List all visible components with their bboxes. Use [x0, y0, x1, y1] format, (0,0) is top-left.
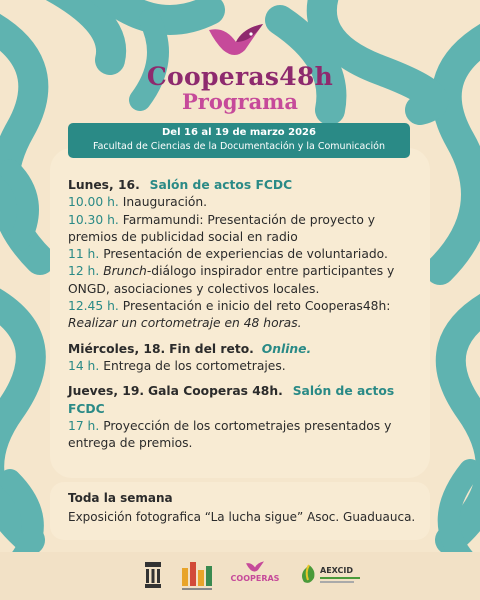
cooperas-footer-logo — [230, 560, 280, 592]
event-dates: Del 16 al 19 de marzo 2026 — [162, 127, 316, 138]
bird-logo-icon — [205, 20, 267, 62]
aexcid-label: AEXCID — [320, 566, 354, 575]
cooperas-footer-label: COOPERAS — [230, 574, 280, 583]
program-item — [68, 263, 418, 298]
item-text: Presentación de experiencias de voluntariado. — [103, 247, 388, 262]
day-place: Online. — [261, 341, 312, 356]
program-item — [68, 358, 418, 375]
program-item — [68, 418, 418, 453]
item-text: Farmamundi: Presentación de proyecto y premios de publicidad social en radio — [68, 212, 376, 244]
item-hour: 11 h. — [68, 247, 100, 262]
program-item — [68, 212, 418, 247]
item-text: Presentación e inicio del reto Cooperas48h: — [122, 299, 391, 314]
aexcid-rule — [320, 577, 360, 579]
week-section — [68, 489, 428, 527]
day-place: Salón de actos FCDC — [68, 384, 395, 416]
item-hour: 10.30 h. — [68, 212, 119, 227]
item-text: Inauguración. — [122, 195, 208, 210]
day-place: Salón de actos FCDC — [149, 178, 293, 192]
item-hour: 10.00 h. — [68, 195, 119, 210]
item-italic: Brunch — [103, 264, 147, 279]
day-label: Jueves, 19. — [68, 384, 145, 399]
item-italic-line: Realizar un cortometraje en 48 horas. — [68, 316, 302, 331]
program-list — [68, 177, 418, 452]
item-hour: 14 h. — [68, 358, 100, 373]
item-text: -diálogo inspirador entre participantes y ONGD, asociaciones y colectivos locales. — [68, 264, 395, 296]
day-label: Lunes, 16. — [68, 178, 140, 192]
program-subtitle: Programa — [181, 89, 299, 114]
day-heading — [68, 341, 418, 358]
aexcid-logo — [300, 560, 362, 592]
event-venue: Facultad de Ciencias de la Documentación y la Comunicación — [93, 141, 385, 152]
week-text: Exposición fotografica “La lucha sigue” Asoc. Guaduauca. — [68, 510, 416, 524]
uex-logo-icon — [143, 560, 163, 590]
day-heading — [68, 177, 418, 194]
event-title: Cooperas48h — [146, 62, 334, 91]
item-hour: 17 h. — [68, 418, 100, 433]
program-item — [68, 298, 418, 333]
item-text: Entrega de los cortometrajes. — [103, 358, 286, 373]
item-text: Proyección de los cortometrajes presentados y entrega de premios. — [68, 418, 392, 451]
day-heading — [68, 383, 418, 418]
day-text: Fin del reto. — [169, 341, 254, 356]
week-heading: Toda la semana — [68, 491, 173, 505]
item-hour: 12.45 h. — [68, 299, 119, 314]
cooperas-bird-icon — [244, 560, 266, 574]
day-label: Miércoles, 18. — [68, 341, 166, 356]
date-banner — [68, 123, 410, 158]
faculty-logo-icon — [180, 560, 216, 592]
program-item — [68, 194, 418, 211]
day-text: Gala Cooperas 48h. — [148, 384, 283, 399]
aexcid-logo-icon — [300, 564, 318, 586]
program-item — [68, 246, 418, 263]
aexcid-rule — [320, 581, 354, 583]
item-hour: 12 h. — [68, 264, 100, 279]
